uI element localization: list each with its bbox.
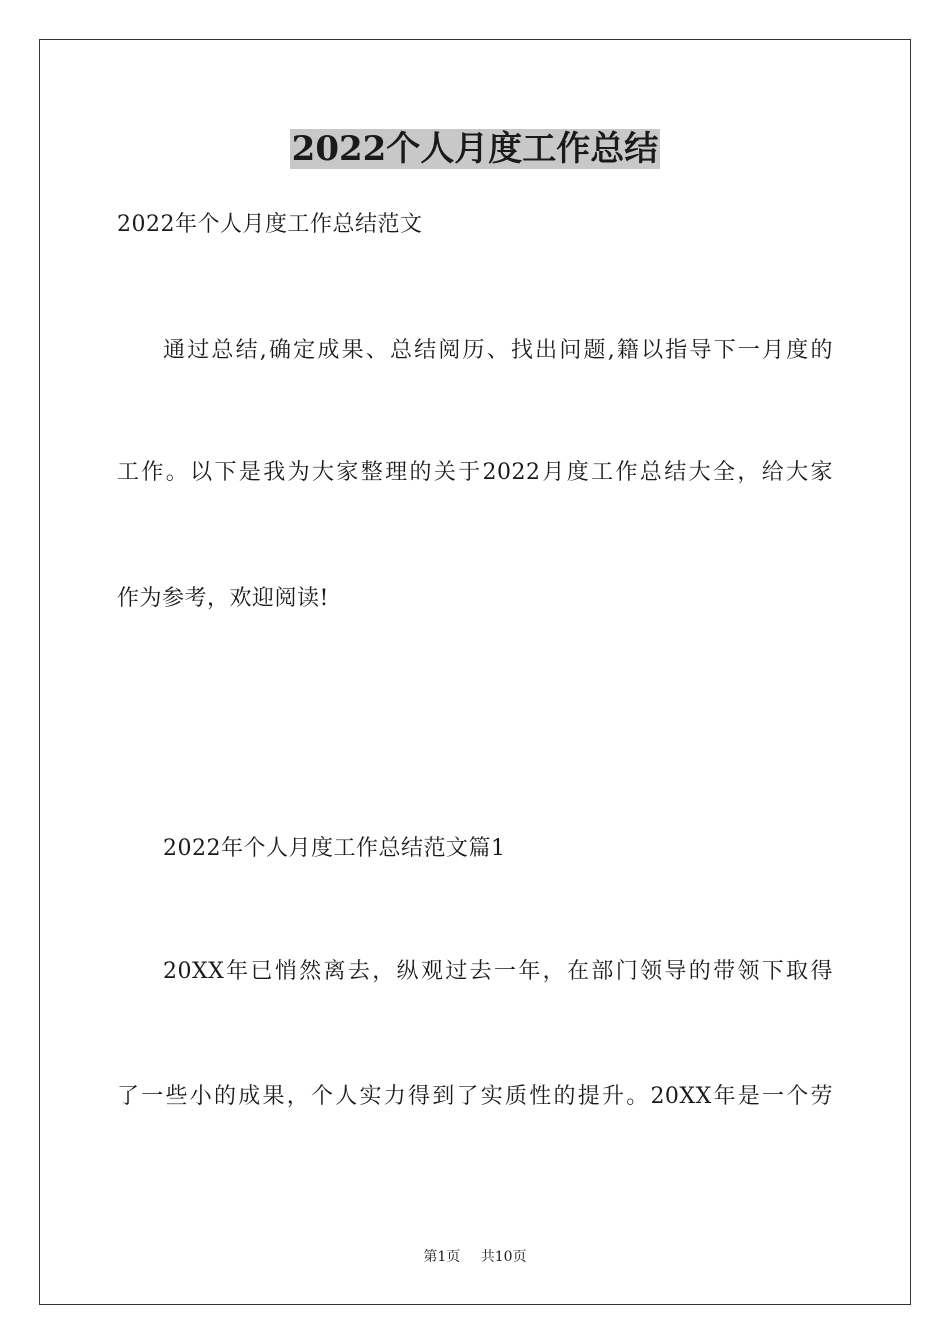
document-subtitle: 2022年个人月度工作总结范文 [117,212,423,237]
page-footer [0,1247,950,1267]
section-line-2: 了一些小的成果，个人实力得到了实质性的提升。20XX年是一个劳 [117,1084,833,1109]
document-title [0,126,950,172]
section-heading: 2022年个人月度工作总结范文篇1 [163,836,506,861]
page-number-total: 共10页 [480,1249,527,1265]
section-line-1: 20XX年已悄然离去，纵观过去一年，在部门领导的带领下取得 [163,959,833,984]
intro-line-3: 作为参考，欢迎阅读! [117,586,329,611]
intro-line-2: 工作。以下是我为大家整理的关于2022月度工作总结大全，给大家 [117,460,833,485]
intro-line-1: 通过总结,确定成果、总结阅历、找出问题,籍以指导下一月度的 [163,338,833,363]
document-title-text: 2022个人月度工作总结 [291,129,659,169]
page-number-current: 第1页 [423,1249,461,1265]
